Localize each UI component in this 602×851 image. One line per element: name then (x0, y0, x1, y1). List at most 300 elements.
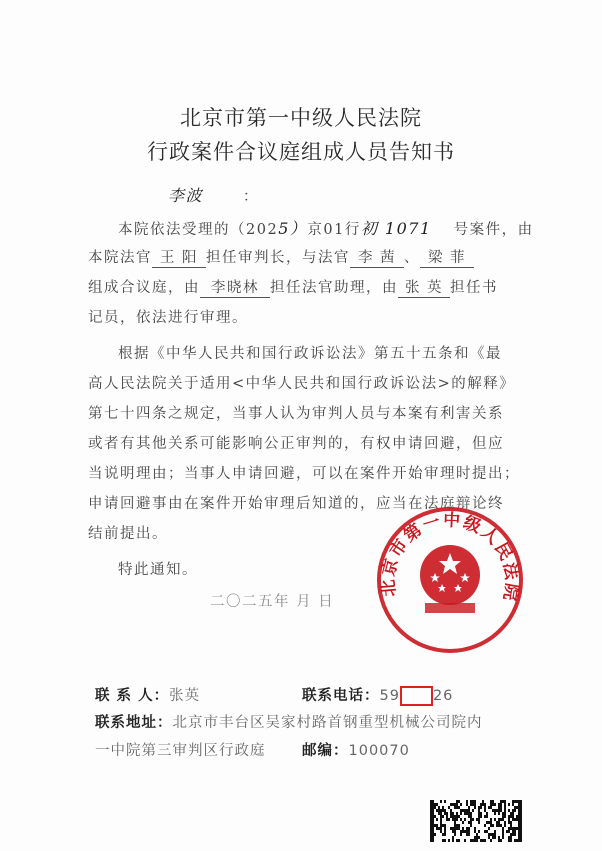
barcode-module (502, 815, 504, 818)
barcode-module (500, 800, 502, 803)
barcode-module (430, 818, 432, 821)
barcode (430, 800, 522, 842)
barcode-module (440, 824, 442, 827)
barcode-module (486, 815, 488, 818)
barcode-module (520, 800, 522, 803)
barcode-module (518, 839, 520, 842)
barcode-module (490, 839, 492, 842)
barcode-module (464, 818, 466, 821)
barcode-module (476, 833, 478, 836)
barcode-module (454, 824, 456, 827)
barcode-module (436, 818, 438, 821)
paragraph2-line: 第七十四条之规定，当事人认为审判人员与本案有利害关系 (88, 406, 504, 422)
barcode-module (514, 839, 516, 842)
barcode-module (458, 815, 460, 818)
barcode-module (510, 836, 512, 839)
barcode-module (484, 815, 486, 818)
barcode-module (450, 803, 452, 806)
barcode-module (434, 824, 436, 827)
paragraph1-line1 (118, 216, 548, 239)
barcode-module (450, 815, 452, 818)
barcode-module (438, 806, 440, 809)
barcode-module (504, 821, 506, 824)
barcode-module (462, 821, 464, 824)
barcode-module (438, 809, 440, 812)
barcode-module (454, 815, 456, 818)
barcode-module (508, 821, 510, 824)
barcode-module (476, 839, 478, 842)
barcode-module (440, 821, 442, 824)
label: 联 系 人： (95, 688, 170, 704)
barcode-module (456, 824, 458, 827)
barcode-module (460, 818, 462, 821)
title-court: 北京市第一中级人民法院 (180, 106, 422, 130)
barcode-module (454, 818, 456, 821)
barcode-module (474, 800, 476, 803)
barcode-module (516, 818, 518, 821)
phone-prefix: 59 (379, 688, 400, 704)
barcode-module (458, 800, 460, 803)
barcode-module (510, 821, 512, 824)
title-notice: 行政案件合议庭组成人员告知书 (147, 140, 455, 164)
barcode-module (488, 836, 490, 839)
barcode-module (468, 827, 470, 830)
barcode-module (478, 821, 480, 824)
barcode-module (456, 806, 458, 809)
barcode-module (498, 812, 500, 815)
barcode-module (510, 815, 512, 818)
barcode-module (434, 833, 436, 836)
barcode-module (478, 812, 480, 815)
case-number-handwritten: 初 1071 (360, 219, 432, 238)
barcode-module (478, 836, 480, 839)
barcode-module (480, 806, 482, 809)
barcode-module (502, 818, 504, 821)
barcode-module (498, 839, 500, 842)
barcode-module (452, 815, 454, 818)
barcode-module (518, 800, 520, 803)
barcode-module (444, 827, 446, 830)
barcode-module (478, 830, 480, 833)
barcode-module (490, 818, 492, 821)
barcode-module (508, 839, 510, 842)
barcode-module (504, 824, 506, 827)
barcode-module (518, 833, 520, 836)
barcode-module (430, 836, 432, 839)
addressee-handwritten: 李波 (168, 186, 204, 205)
barcode-module (442, 806, 444, 809)
barcode-module (432, 803, 434, 806)
barcode-module (494, 833, 496, 836)
barcode-module (470, 824, 472, 827)
barcode-module (500, 818, 502, 821)
barcode-module (518, 821, 520, 824)
barcode-module (472, 839, 474, 842)
barcode-module (452, 803, 454, 806)
barcode-module (494, 812, 496, 815)
barcode-module (446, 818, 448, 821)
barcode-module (478, 815, 480, 818)
barcode-module (484, 809, 486, 812)
judge-3: 梁 菲 (420, 246, 474, 268)
barcode-module (512, 818, 514, 821)
barcode-module (484, 830, 486, 833)
barcode-module (436, 824, 438, 827)
barcode-module (432, 815, 434, 818)
barcode-module (474, 839, 476, 842)
barcode-module (444, 824, 446, 827)
barcode-module (430, 803, 432, 806)
barcode-module (518, 836, 520, 839)
barcode-module (496, 821, 498, 824)
barcode-module (476, 836, 478, 839)
barcode-module (520, 836, 522, 839)
contact-zip (302, 739, 410, 760)
barcode-module (520, 818, 522, 821)
barcode-module (508, 809, 510, 812)
barcode-module (518, 830, 520, 833)
barcode-module (436, 827, 438, 830)
barcode-module (502, 833, 504, 836)
phone-suffix: 26 (432, 688, 454, 704)
barcode-module (466, 827, 468, 830)
barcode-module (520, 806, 522, 809)
presiding-judge: 王 阳 (152, 246, 206, 268)
barcode-module (518, 812, 520, 815)
barcode-module (498, 821, 500, 824)
barcode-module (460, 803, 462, 806)
barcode-module (480, 815, 482, 818)
label: 联系电话： (302, 688, 380, 704)
barcode-module (512, 815, 514, 818)
barcode-module (494, 830, 496, 833)
barcode-module (512, 800, 514, 803)
barcode-module (464, 830, 466, 833)
barcode-module (488, 833, 490, 836)
barcode-module (432, 812, 434, 815)
barcode-module (520, 830, 522, 833)
barcode-module (468, 812, 470, 815)
paragraph2-line: 结前提出。 (88, 526, 168, 542)
barcode-module (474, 827, 476, 830)
text: 担任书 (450, 280, 498, 296)
barcode-module (434, 806, 436, 809)
barcode-module (512, 809, 514, 812)
barcode-module (484, 806, 486, 809)
barcode-module (472, 809, 474, 812)
label: 联系地址： (95, 715, 173, 731)
barcode-module (484, 839, 486, 842)
barcode-module (466, 833, 468, 836)
barcode-module (466, 812, 468, 815)
barcode-module (440, 818, 442, 821)
barcode-module (518, 806, 520, 809)
barcode-module (458, 839, 460, 842)
barcode-module (484, 824, 486, 827)
barcode-module (432, 800, 434, 803)
barcode-module (430, 833, 432, 836)
barcode-module (444, 830, 446, 833)
barcode-module (500, 824, 502, 827)
paragraph1-line2 (88, 246, 518, 268)
barcode-module (466, 803, 468, 806)
judge-assistant: 李晓林 (200, 276, 270, 298)
barcode-module (466, 809, 468, 812)
barcode-module (518, 827, 520, 830)
barcode-module (494, 818, 496, 821)
barcode-module (500, 806, 502, 809)
barcode-module (434, 815, 436, 818)
barcode-module (460, 812, 462, 815)
redaction-box (400, 686, 433, 706)
barcode-module (518, 824, 520, 827)
barcode-module (454, 830, 456, 833)
barcode-module (474, 836, 476, 839)
barcode-module (452, 827, 454, 830)
barcode-module (498, 818, 500, 821)
barcode-module (508, 803, 510, 806)
barcode-module (494, 803, 496, 806)
barcode-module (490, 803, 492, 806)
barcode-module (448, 839, 450, 842)
barcode-module (454, 821, 456, 824)
value: 张英 (169, 688, 201, 704)
barcode-module (520, 803, 522, 806)
barcode-module (504, 812, 506, 815)
barcode-module (438, 812, 440, 815)
text: 、 (404, 250, 420, 266)
barcode-module (452, 812, 454, 815)
barcode-module (516, 827, 518, 830)
barcode-module (440, 809, 442, 812)
barcode-module (512, 827, 514, 830)
barcode-module (500, 803, 502, 806)
barcode-module (448, 818, 450, 821)
barcode-module (520, 833, 522, 836)
barcode-module (490, 833, 492, 836)
barcode-module (490, 824, 492, 827)
contact-person (95, 684, 200, 705)
barcode-module (506, 830, 508, 833)
barcode-module (516, 800, 518, 803)
barcode-module (480, 839, 482, 842)
barcode-module (502, 812, 504, 815)
value: 北京市丰台区吴家村路首钢重型机械公司院内 (172, 715, 483, 731)
barcode-module (468, 830, 470, 833)
barcode-module (480, 803, 482, 806)
barcode-module (464, 839, 466, 842)
barcode-module (432, 836, 434, 839)
barcode-module (430, 806, 432, 809)
barcode-module (504, 800, 506, 803)
barcode-module (514, 809, 516, 812)
barcode-module (460, 809, 462, 812)
barcode-module (478, 809, 480, 812)
barcode-module (508, 815, 510, 818)
addressee-colon: ： (243, 189, 260, 205)
barcode-module (454, 803, 456, 806)
text: 组成合议庭，由 (88, 280, 200, 296)
barcode-module (438, 827, 440, 830)
barcode-module (508, 836, 510, 839)
barcode-module (498, 806, 500, 809)
barcode-module (462, 827, 464, 830)
barcode-module (458, 806, 460, 809)
text: 本院依法受理的（202 (118, 222, 279, 238)
barcode-module (444, 839, 446, 842)
barcode-module (456, 800, 458, 803)
text: 担任法官助理，由 (270, 280, 398, 296)
barcode-module (454, 806, 456, 809)
barcode-module (490, 821, 492, 824)
barcode-module (430, 815, 432, 818)
barcode-module (486, 812, 488, 815)
barcode-module (440, 815, 442, 818)
barcode-module (448, 806, 450, 809)
barcode-module (442, 839, 444, 842)
barcode-module (430, 812, 432, 815)
barcode-module (468, 806, 470, 809)
barcode-module (480, 812, 482, 815)
barcode-module (430, 800, 432, 803)
barcode-module (498, 803, 500, 806)
barcode-module (468, 809, 470, 812)
barcode-module (440, 812, 442, 815)
barcode-module (430, 827, 432, 830)
barcode-module (458, 827, 460, 830)
barcode-module (488, 827, 490, 830)
contact-phone (302, 684, 453, 706)
barcode-module (492, 836, 494, 839)
barcode-module (456, 812, 458, 815)
barcode-module (470, 818, 472, 821)
barcode-module (442, 815, 444, 818)
date: 二〇二五年 月 日 (210, 594, 335, 610)
barcode-module (498, 824, 500, 827)
barcode-module (512, 803, 514, 806)
barcode-module (504, 809, 506, 812)
barcode-module (510, 812, 512, 815)
barcode-module (514, 800, 516, 803)
barcode-module (472, 803, 474, 806)
barcode-module (430, 824, 432, 827)
barcode-module (472, 818, 474, 821)
barcode-module (492, 833, 494, 836)
barcode-module (432, 827, 434, 830)
barcode-module (486, 830, 488, 833)
contact-address-2 (95, 739, 266, 760)
barcode-module (510, 833, 512, 836)
barcode-module (430, 821, 432, 824)
barcode-module (508, 818, 510, 821)
text: 担任审判长，与法官 (206, 250, 350, 266)
barcode-module (498, 836, 500, 839)
barcode-module (512, 830, 514, 833)
barcode-module (516, 839, 518, 842)
barcode-module (508, 827, 510, 830)
barcode-module (436, 803, 438, 806)
barcode-module (446, 815, 448, 818)
barcode-module (504, 803, 506, 806)
barcode-module (502, 830, 504, 833)
barcode-module (512, 812, 514, 815)
barcode-module (440, 827, 442, 830)
barcode-module (520, 809, 522, 812)
stamp-text: 北京市第一中级人民法院 (378, 510, 522, 604)
barcode-module (490, 800, 492, 803)
barcode-module (488, 821, 490, 824)
barcode-module (444, 812, 446, 815)
barcode-module (486, 821, 488, 824)
contact-address (95, 711, 483, 732)
barcode-module (482, 800, 484, 803)
barcode-module (462, 830, 464, 833)
text: 本院法官 (88, 250, 152, 266)
barcode-module (468, 821, 470, 824)
barcode-module (502, 836, 504, 839)
barcode-module (516, 806, 518, 809)
barcode-module (442, 833, 444, 836)
barcode-module (510, 824, 512, 827)
barcode-module (520, 812, 522, 815)
barcode-module (430, 830, 432, 833)
barcode-module (498, 809, 500, 812)
barcode-module (442, 809, 444, 812)
barcode-module (492, 803, 494, 806)
barcode-module (434, 803, 436, 806)
barcode-module (518, 809, 520, 812)
barcode-module (488, 806, 490, 809)
barcode-module (514, 830, 516, 833)
barcode-module (456, 827, 458, 830)
barcode-module (514, 827, 516, 830)
barcode-module (470, 821, 472, 824)
barcode-module (510, 827, 512, 830)
barcode-module (432, 821, 434, 824)
barcode-module (504, 806, 506, 809)
barcode-module (444, 809, 446, 812)
barcode-module (478, 818, 480, 821)
barcode-module (456, 839, 458, 842)
barcode-module (470, 803, 472, 806)
paragraph2-line: 高人民法院关于适用<中华人民共和国行政诉讼法>的解释》 (88, 376, 516, 392)
barcode-module (442, 824, 444, 827)
barcode-module (520, 821, 522, 824)
barcode-module (452, 818, 454, 821)
barcode-module (518, 815, 520, 818)
barcode-module (518, 803, 520, 806)
barcode-module (452, 839, 454, 842)
paragraph1-line3 (88, 276, 518, 298)
barcode-module (520, 839, 522, 842)
barcode-module (514, 806, 516, 809)
barcode-module (514, 818, 516, 821)
barcode-module (452, 830, 454, 833)
barcode-module (432, 809, 434, 812)
barcode-module (432, 839, 434, 842)
barcode-module (444, 800, 446, 803)
barcode-module (492, 800, 494, 803)
paragraph2-line: 当说明理由；当事人申请回避，可以在案件开始审理时提出； (88, 466, 520, 482)
barcode-module (470, 800, 472, 803)
barcode-module (456, 815, 458, 818)
barcode-module (440, 830, 442, 833)
year-handwritten: 5） (278, 219, 308, 238)
barcode-module (450, 812, 452, 815)
barcode-module (464, 809, 466, 812)
barcode-module (454, 833, 456, 836)
clerk: 张 英 (398, 276, 450, 298)
